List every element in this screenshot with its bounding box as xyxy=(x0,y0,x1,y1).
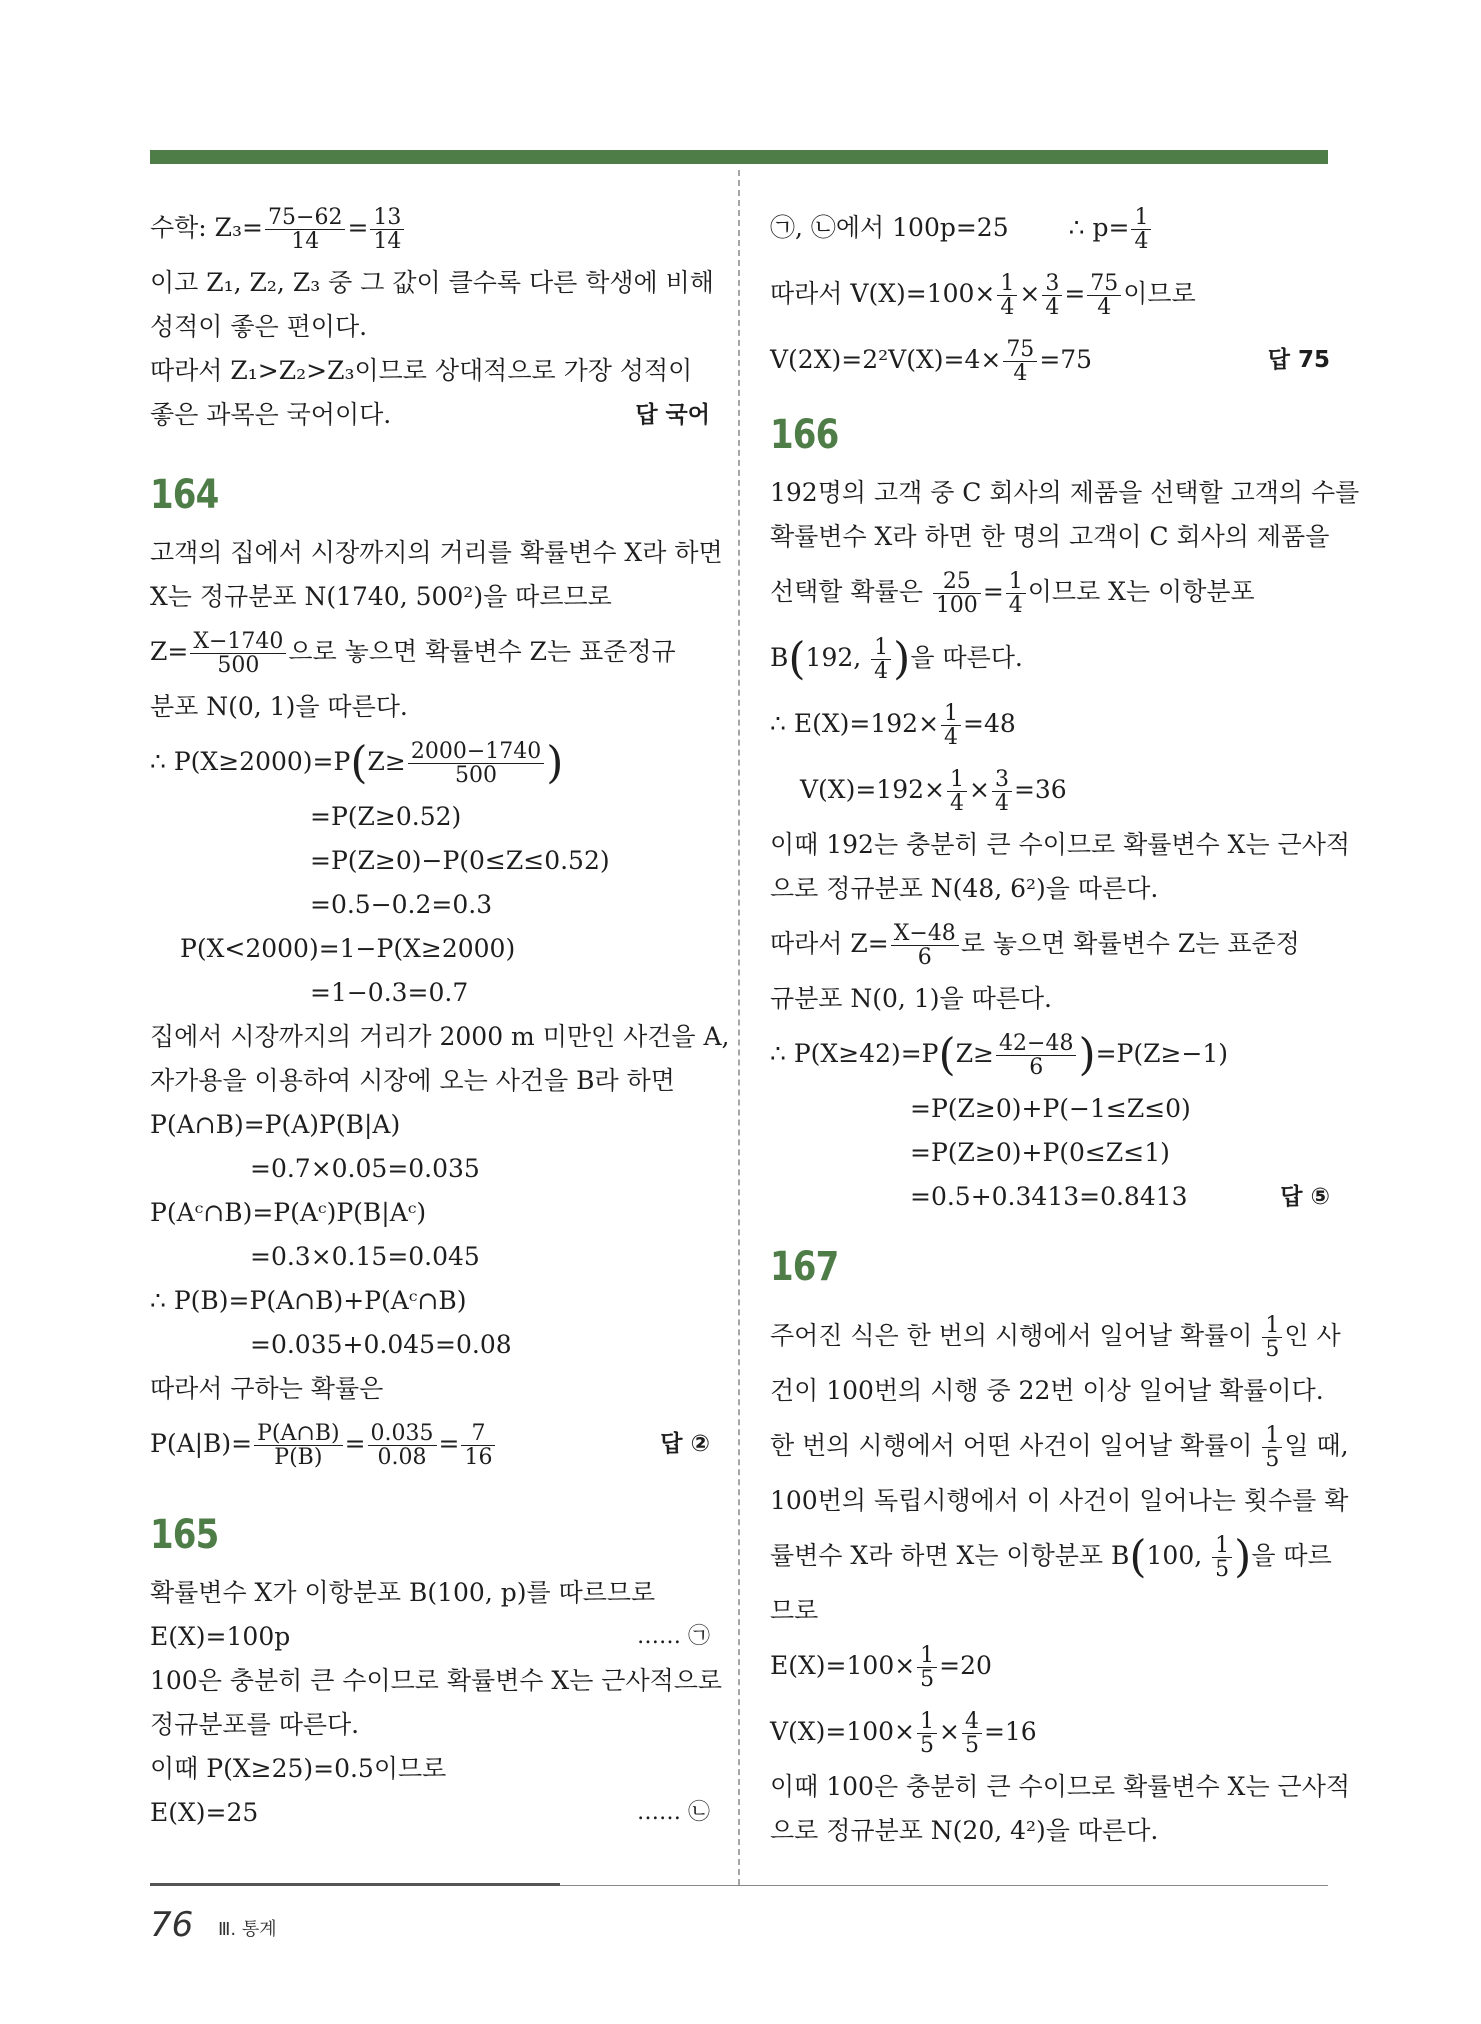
equation-line: =0.5−0.2=0.3 xyxy=(310,890,493,919)
paragraph-line: 으로 정규분포 N(48, 6²)을 따른다. xyxy=(770,874,1159,903)
fraction: $\frac{7}{16}$ xyxy=(461,1422,495,1469)
fraction: $\frac{75}{4}$ xyxy=(1087,272,1121,319)
paragraph-line: 정규분포를 따른다. xyxy=(150,1710,360,1739)
equation-line: =0.3×0.15=0.045 xyxy=(250,1242,480,1271)
paragraph-line: 192명의 고객 중 C 회사의 제품을 선택할 고객의 수를 xyxy=(770,478,1360,507)
equation-line: ∴ E(X)=192× $\frac{1}{4}$ =48 xyxy=(770,700,1016,750)
fraction: $\frac{P(A\cap B)}{P(B)}$ xyxy=(254,1422,342,1469)
fraction: $\frac{0.035}{0.08}$ xyxy=(368,1422,437,1469)
equation-line: E(X)=100× $\frac{1}{5}$ =20 xyxy=(770,1642,992,1692)
paragraph-line: 확률변수 X가 이항분포 B(100, p)를 따르므로 xyxy=(150,1578,656,1607)
problem-number-167: 167 xyxy=(770,1244,839,1290)
fraction: $\frac{1}{4}$ xyxy=(997,272,1017,319)
fraction: $\frac{1}{5}$ xyxy=(917,1710,937,1757)
fraction: $\frac{1}{5}$ xyxy=(917,1644,937,1691)
fraction: $\frac{1}{4}$ xyxy=(1131,206,1151,253)
math-z3-line: 수학: Z₃= $\frac{75-62}{14}$ = $\frac{13}{14}$ xyxy=(150,195,710,261)
equation-line: E(X)=25 …… ㉡ xyxy=(150,1791,710,1835)
equation-line: 주어진 식은 한 번의 시행에서 일어날 확률이 $\frac{1}{5}$ 인 사 xyxy=(770,1312,1341,1362)
answer-label: 답 ② xyxy=(660,1431,710,1457)
equation-line: =P(Z≥0)+P(−1≤Z≤0) xyxy=(910,1094,1191,1123)
paragraph-line: 이때 P(X≥25)=0.5이므로 xyxy=(150,1754,447,1783)
paragraph-line: 으로 정규분포 N(20, 4²)을 따른다. xyxy=(770,1816,1159,1845)
paragraph-line: 규분포 N(0, 1)을 따른다. xyxy=(770,984,1052,1013)
paragraph-line: 건이 100번의 시행 중 22번 이상 일어날 확률이다. xyxy=(770,1376,1324,1405)
paragraph-line: 자가용을 이용하여 시장에 오는 사건을 B라 하면 xyxy=(150,1066,675,1095)
equation-line: V(X)=192× $\frac{1}{4}$ × $\frac{3}{4}$ =36 xyxy=(800,766,1067,816)
paragraph-line: 확률변수 X라 하면 한 명의 고객이 C 회사의 제품을 xyxy=(770,522,1330,551)
fraction: $\frac{75}{4}$ xyxy=(1003,338,1037,385)
equation-line: ∴ P(B)=P(A∩B)+P(Aᶜ∩B) xyxy=(150,1286,467,1315)
answer-label: 답 국어 xyxy=(635,402,710,428)
equation-marker: …… ㉠ xyxy=(637,1624,710,1649)
text: 수학: Z₃= xyxy=(150,213,264,242)
equation-line: ∴ P(X≥42)=P(Z≥ $\frac{42-48}{6}$ )=P(Z≥−1) xyxy=(770,1029,1229,1081)
equation-line: =0.035+0.045=0.08 xyxy=(250,1330,512,1359)
equation-line: ∴ P(X≥2000)=P(Z≥ $\frac{2000-1740}{500}$ ) xyxy=(150,737,564,789)
paragraph-line: 따라서 구하는 확률은 xyxy=(150,1374,384,1403)
equation-line: 선택할 확률은 $\frac{25}{100}$ = $\frac{1}{4}$ 이므로 X는 이항분포 xyxy=(770,568,1255,618)
page-number: 76 xyxy=(150,1905,194,1945)
fraction: $\frac{3}{4}$ xyxy=(992,768,1012,815)
fraction: $\frac{1}{5}$ xyxy=(1212,1534,1232,1581)
right-column xyxy=(770,195,1360,1853)
column-divider xyxy=(738,170,740,1885)
fraction: $\frac{25}{100}$ xyxy=(933,570,981,617)
section-title: Ⅲ. 통계 xyxy=(218,1919,277,1940)
equation-line: B(192, $\frac{1}{4}$ )을 따른다. xyxy=(770,633,1023,685)
paragraph-line: X는 정규분포 N(1740, 500²)을 따르므로 xyxy=(150,582,612,611)
equation-line: 한 번의 시행에서 어떤 사건이 일어날 확률이 $\frac{1}{5}$ 일 때, xyxy=(770,1422,1349,1472)
paragraph-line: 집에서 시장까지의 거리가 2000 m 미만인 사건을 A, xyxy=(150,1022,730,1051)
fraction: $\frac{75-62}{14}$ xyxy=(265,206,345,253)
paragraph-line: 므로 xyxy=(770,1596,819,1625)
answer-label: 답 75 xyxy=(1267,347,1330,373)
fraction: $\frac{1}{4}$ xyxy=(941,702,961,749)
equation-line: 률변수 X라 하면 X는 이항분포 B(100, $\frac{1}{5}$ )을 따르 xyxy=(770,1531,1332,1583)
equation-line: Z= $\frac{X-1740}{500}$ 으로 놓으면 확률변수 Z는 표준정규 xyxy=(150,628,676,678)
paragraph-line: 이고 Z₁, Z₂, Z₃ 중 그 값이 클수록 다른 학생에 비해 xyxy=(150,268,714,297)
header-bar xyxy=(150,150,1328,164)
fraction: $\frac{13}{14}$ xyxy=(370,206,404,253)
answer-label: 답 ⑤ xyxy=(1280,1184,1330,1210)
equation-line: =P(Z≥0.52) xyxy=(310,802,462,831)
fraction: $\frac{X-1740}{500}$ xyxy=(190,630,286,677)
paragraph-line: 따라서 Z₁>Z₂>Z₃이므로 상대적으로 가장 성적이 xyxy=(150,356,693,385)
fraction: $\frac{1}{4}$ xyxy=(947,768,967,815)
paragraph-line: 100번의 독립시행에서 이 사건이 일어나는 횟수를 확 xyxy=(770,1486,1349,1515)
equation-line: =P(Z≥0)−P(0≤Z≤0.52) xyxy=(310,846,610,875)
fraction: $\frac{3}{4}$ xyxy=(1042,272,1062,319)
equation-line: =0.7×0.05=0.035 xyxy=(250,1154,480,1183)
fraction: $\frac{42-48}{6}$ xyxy=(996,1032,1076,1079)
fraction: $\frac{2000-1740}{500}$ xyxy=(408,740,544,787)
equation-line: P(A|B)= $\frac{P(A\cap B)}{P(B)}$ = $\frac{0.035}{0.08}$ = $\frac{7}{16}$ 답 ② xyxy=(150,1411,710,1477)
paragraph-line: 이때 192는 충분히 큰 수이므로 확률변수 X는 근사적 xyxy=(770,830,1350,859)
problem-number-165: 165 xyxy=(150,1512,219,1558)
equation-line: V(2X)=2²V(X)=4× $\frac{75}{4}$ =75 답 75 xyxy=(770,327,1330,393)
equation-line: P(X<2000)=1−P(X≥2000) xyxy=(180,934,516,963)
paragraph-line: 100은 충분히 큰 수이므로 확률변수 X는 근사적으로 xyxy=(150,1666,723,1695)
equation-line: =0.5+0.3413=0.8413 답 ⑤ xyxy=(770,1175,1330,1219)
fraction: $\frac{1}{4}$ xyxy=(871,636,891,683)
problem-number-164: 164 xyxy=(150,472,219,518)
equation-line: 따라서 Z= $\frac{X-48}{6}$ 로 놓으면 확률변수 Z는 표준정 xyxy=(770,920,1300,970)
equation-line: P(Aᶜ∩B)=P(Aᶜ)P(B|Aᶜ) xyxy=(150,1198,427,1227)
fraction: $\frac{4}{5}$ xyxy=(962,1710,982,1757)
left-column xyxy=(150,195,730,1835)
equation-line: E(X)=100p …… ㉠ xyxy=(150,1615,710,1659)
fraction: $\frac{1}{4}$ xyxy=(1006,570,1026,617)
problem-number-166: 166 xyxy=(770,412,839,458)
paragraph-line: 성적이 좋은 편이다. xyxy=(150,312,368,341)
paragraph-line: 고객의 집에서 시장까지의 거리를 확률변수 X라 하면 xyxy=(150,538,723,567)
equation-line: P(A∩B)=P(A)P(B|A) xyxy=(150,1110,401,1139)
paragraph-line: 이때 100은 충분히 큰 수이므로 확률변수 X는 근사적 xyxy=(770,1772,1350,1801)
fraction: $\frac{1}{5}$ xyxy=(1262,1424,1282,1471)
equation-line: =1−0.3=0.7 xyxy=(310,978,469,1007)
equation-line: =P(Z≥0)+P(0≤Z≤1) xyxy=(910,1138,1170,1167)
equation-line: 따라서 V(X)=100× $\frac{1}{4}$ × $\frac{3}{4}$ = $\frac{75}{4}$ 이므로 xyxy=(770,270,1196,320)
paragraph-line: 좋은 과목은 국어이다. 답 국어 xyxy=(150,393,710,437)
equation-line: ㉠, ㉡에서 100p=25 ∴ p= $\frac{1}{4}$ xyxy=(770,195,1330,261)
equation-marker: …… ㉡ xyxy=(637,1800,710,1825)
equation-line: V(X)=100× $\frac{1}{5}$ × $\frac{4}{5}$ =16 xyxy=(770,1708,1037,1758)
fraction: $\frac{X-48}{6}$ xyxy=(891,922,959,969)
fraction: $\frac{1}{5}$ xyxy=(1262,1314,1282,1361)
paragraph-line: 분포 N(0, 1)을 따른다. xyxy=(150,692,408,721)
footer-rule-accent xyxy=(150,1883,560,1886)
